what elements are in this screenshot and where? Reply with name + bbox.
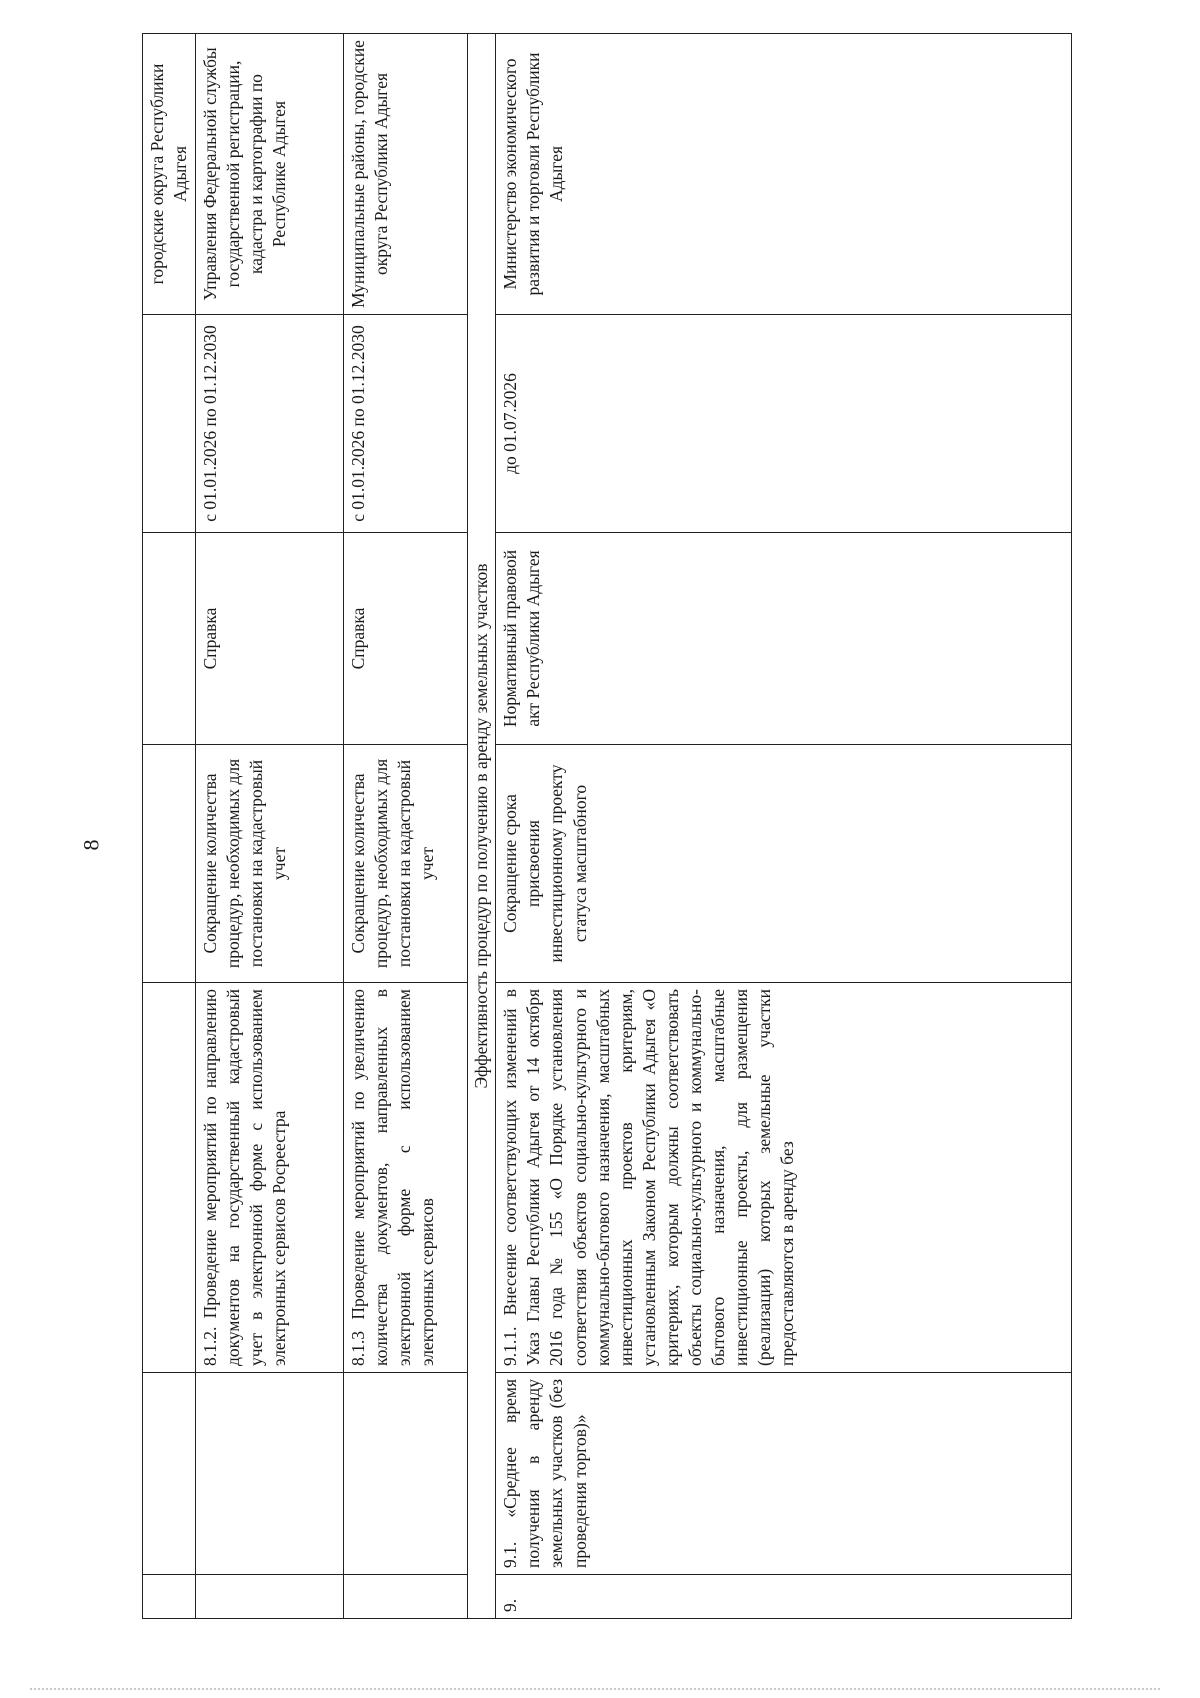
cell-num	[344, 1575, 468, 1619]
cell-result: Сокращение срока присвоения инвестиционному проекту статуса масштабного	[496, 745, 1072, 983]
cell-responsible: Управления Федеральной службы государственной регистрации, кадастра и картографии по Республике Адыгея	[196, 34, 344, 315]
cell-measure	[143, 983, 196, 1373]
cell-result	[143, 745, 196, 983]
cell-responsible: Муниципальные районы, городские округа Республики Адыгея	[344, 34, 468, 315]
cell-measure: 9.1.1. Внесение соответствующих изменений в Указ Главы Республики Адыгея от 14 октября 2016 года № 155 «О Порядке установления соответствия объектов социально-культурного и коммунально-бытового назначения, масштабных инвестиционных проектов критериям, установленным Законом Республики Адыгея «О критериях, которым должны соответствовать объекты социально-культурного и коммунально-бытового назначения, масштабные инвестиционные проекты, для размещения (реализации) которых земельные участки предоставляются в аренду без	[496, 983, 1072, 1373]
table-row-continuation	[143, 34, 196, 1619]
cell-document: Нормативный правовой акт Республики Адыгея	[496, 533, 1072, 745]
cell-measure: 8.1.3 Проведение мероприятий по увеличению количества документов, направленных в электронной форме с использованием электронных сервисов	[344, 983, 468, 1373]
page-number: 8	[78, 839, 104, 851]
cell-num	[196, 1575, 344, 1619]
cell-document	[143, 533, 196, 745]
cell-document: Справка	[344, 533, 468, 745]
cell-indicator	[344, 1373, 468, 1575]
cell-indicator	[196, 1373, 344, 1575]
section-title: Эффективность процедур по получению в аренду земельных участков	[468, 34, 496, 1619]
section-header-row	[468, 34, 496, 1619]
cell-indicator	[143, 1373, 196, 1575]
cell-period: с 01.01.2026 по 01.12.2030	[196, 315, 344, 533]
scan-artifact-line	[30, 1684, 1160, 1690]
rotated-table-wrapper	[142, 34, 1072, 1619]
cell-responsible: Министерство экономического развития и торговли Республики Адыгея	[496, 34, 1072, 315]
cell-result: Сокращение количества процедур, необходимых для постановки на кадастровый учет	[196, 745, 344, 983]
cell-num: 9.	[496, 1575, 1072, 1619]
cell-measure: 8.1.2. Проведение мероприятий по направлению документов на государственный кадастровый учет в электронной форме с использованием электронных сервисов Росреестра	[196, 983, 344, 1373]
table-row-8-1-3	[344, 34, 468, 1619]
cell-indicator: 9.1. «Среднее время получения в аренду земельных участков (без проведения торгов)»	[496, 1373, 1072, 1575]
cell-document: Справка	[196, 533, 344, 745]
cell-num	[143, 1575, 196, 1619]
cell-period: с 01.01.2026 по 01.12.2030	[344, 315, 468, 533]
measures-table	[142, 33, 1072, 1619]
cell-result: Сокращение количества процедур, необходимых для постановки на кадастровый учет	[344, 745, 468, 983]
cell-period	[143, 315, 196, 533]
cell-period: до 01.07.2026	[496, 315, 1072, 533]
cell-responsible: городские округа Республики Адыгея	[143, 34, 196, 315]
table-row-9	[496, 34, 1072, 1619]
table-row-8-1-2	[196, 34, 344, 1619]
